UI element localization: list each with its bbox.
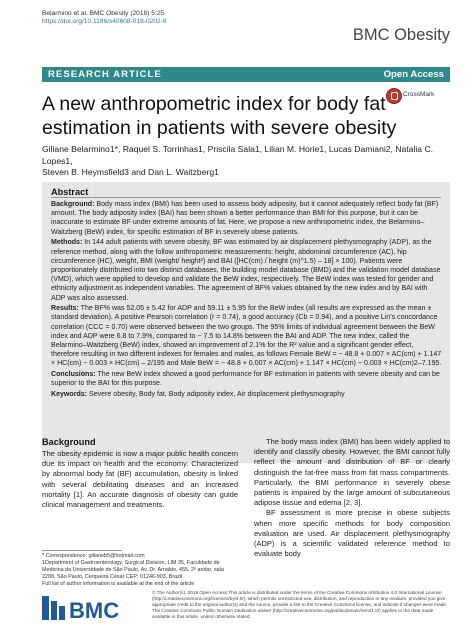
title-line: estimation in patients with severe obesity bbox=[42, 117, 397, 139]
paragraph: The obesity epidemic is now a major public health concern due its impact on health and the economy. Characterized by abnormal body fat (BF) accumulation, obesity is linked with several debilitating diseases and an increased mortality [1]. An accurate diagnosis of obesity can guide clinical management and treatments. bbox=[42, 449, 238, 510]
section-text: The new BeW index showed a good performance for BF estimation in patients with severe obesity and can be superior to the BAI for this purpose. bbox=[51, 371, 440, 388]
article-type-banner bbox=[42, 67, 450, 82]
section-text: Severe obesity, Body fat, Body adiposity index, Air displacement plethysmography bbox=[87, 391, 345, 399]
citation bbox=[42, 10, 167, 26]
citation-line: Belarmino et al. BMC Obesity (2018) 5:25 bbox=[42, 10, 165, 17]
crossmark-icon bbox=[386, 88, 402, 104]
author-list bbox=[42, 144, 450, 179]
abstract-background bbox=[51, 200, 443, 237]
left-column bbox=[42, 449, 238, 510]
section-label: Keywords: bbox=[51, 391, 88, 399]
section-text: Body mass index (BMI) has been used to assess body adiposity, but it cannot adequately reflect body fat (BF) amount. The body adiposity index (BAI) has been shown a better performance than BMI for this purpose, but it can be inaccurate to estimate BF under extreme amounts of fat. Here, we propose a new anthropometric index, the Belarmino–Waitzberg (BeW) index, for specific estimation of BF in severely obese patients. bbox=[51, 201, 439, 236]
authors-line: Giliane Belarmino1*, Raquel S. Torrinhas1, Priscila Sala1, Lilian M. Horie1, Lucas Damiani2, Natalia C. Lopes1, bbox=[42, 144, 434, 166]
abstract-methods bbox=[51, 238, 443, 302]
authors-line: Steven B. Heymsfield3 and Dan L. Waitzberg1 bbox=[42, 167, 219, 178]
affiliation: 2208, São Paulo, Cerqueira César CEP: 01246-903, Brazil bbox=[42, 573, 183, 580]
paragraph: BF assessment is more precise in obese subjects when more specific methods for body composition evaluation are used. Air displacement plethysmography (ADP) is a scientific validated reference method to evaluate body bbox=[254, 508, 450, 559]
abstract-conclusions bbox=[51, 370, 443, 388]
section-label: Conclusions: bbox=[51, 371, 96, 379]
paragraph: The body mass index (BMI) has been widely applied to identify and classify obesity. However, the BMI cannot fully reflect the amount and distribution of BF or clearly distinguish the fat-free mass from fat mass compartments. Particularly, the BMI performance in severely obese patients is impaired by the large amount of subcutaneous adipose tissue and edema [2, 3]. bbox=[254, 437, 450, 508]
abstract-results bbox=[51, 304, 443, 368]
abstract-keywords bbox=[51, 390, 443, 399]
bmc-logo bbox=[42, 593, 142, 623]
open-access-label: Open Access bbox=[383, 69, 444, 80]
doi-link[interactable]: https://doi.org/10.1186/s40608-018-0202-8 bbox=[42, 18, 167, 26]
bmc-logo-icon bbox=[42, 596, 65, 620]
title-line: A new anthropometric index for body fat bbox=[42, 93, 386, 115]
article-type: RESEARCH ARTICLE bbox=[48, 69, 162, 80]
right-column bbox=[254, 437, 450, 559]
crossmark-label: CrossMark bbox=[403, 91, 435, 98]
bmc-logo-text: BMC bbox=[69, 598, 120, 623]
article-title bbox=[42, 92, 397, 140]
section-text: In 144 adult patients with severe obesity, BF was estimated by air displacement plethysmography (ADP), as the reference method, along with the follow anthropometric measurements: height, abdominal circumference (AC), hip circumference (HC), weight, BMI (weight/ height²) and BAI ([HC(cm) / height (m)^1.5) – 18] × 100). Patients were proportionately distributed into two distinct databases, the building model database (BMD) and the validation model database (VMD), which were applied to develop and validate the BeW index, respectively. The BeW index was tested for gender and ethnicity adjustment as independent variables. The agreement of BF% values obtained by the new index and by BAI with ADP was also assessed. bbox=[51, 239, 441, 302]
section-text: The BF% was 52.05 ± 5.42 for ADP and 59.11 ± 5.95 for the BeW index (all results are expressed as the mean ± standard deviation). A positive Pearson correlation (r = 0.74), a good accuracy (Cb = 0.94), and a positive Lin's concordance correlation (CCC = 0.70) were observed between the two groups. The 95% limits of individual agreement between the BeW index and ADP were 6.8 to 7.9%, compared to − 7.5 to 14.8% between the BAI and ADP. The new index, called the Belarmino–Waitzberg (BeW) index, showed an improvement of 2.1% for the R² value and a significant gender effect, therefore resulting in two different indexes for females and males, as follows Female BeW = − 48.8 + 0.007 × AC(cm) + 1.147 × HC(cm) − 0.003 × HC(cm) – 2/195 and Male BeW = − 48.8 + 0.007 × AC(cm) + 1.147 × HC(cm) − 0.003 × HC(cm)2–7.195. bbox=[51, 305, 442, 368]
crossmark-badge[interactable] bbox=[386, 88, 454, 104]
section-label: Methods: bbox=[51, 239, 83, 247]
section-label: Background: bbox=[51, 201, 95, 208]
affiliation: Medicina da Universidade de São Paulo, Av. Dr. Arnaldo, 455, 2º andar, sala bbox=[42, 566, 224, 573]
affiliation: 1Department of Gastroenterology, Surgical Division, LIM 35, Faculdade de bbox=[42, 559, 220, 566]
section-label: Results: bbox=[51, 305, 79, 313]
abstract-body bbox=[51, 200, 443, 401]
footnote-divider bbox=[42, 550, 122, 551]
background-heading: Background bbox=[42, 437, 96, 447]
journal-name: BMC Obesity bbox=[352, 26, 450, 44]
abstract-heading: Abstract bbox=[51, 187, 89, 197]
footnote bbox=[42, 553, 242, 588]
correspondence: * Correspondence: gilianeb5@hotmail.com bbox=[42, 553, 145, 559]
divider bbox=[51, 197, 441, 198]
affiliation-note: Full list of author information is available at the end of the article bbox=[42, 580, 195, 587]
license-text: © The Author(s). 2018 Open Access This article is distributed under the terms of the Creative Commons Attribution 4.0 International License (http://creativecommons.org/licenses/by/4.0/), which permits unrestricted use, distribution, and reproduction in any medium, provided you give appropriate credit to the original author(s) and the source, provide a link to the Creative Commons license, and indicate if changes were made. The Creative Commons Public Domain Dedication waiver (http://creativecommons.org/publicdomain/zero/1.0/) applies to the data made available in this article, unless otherwise stated. bbox=[152, 590, 448, 620]
